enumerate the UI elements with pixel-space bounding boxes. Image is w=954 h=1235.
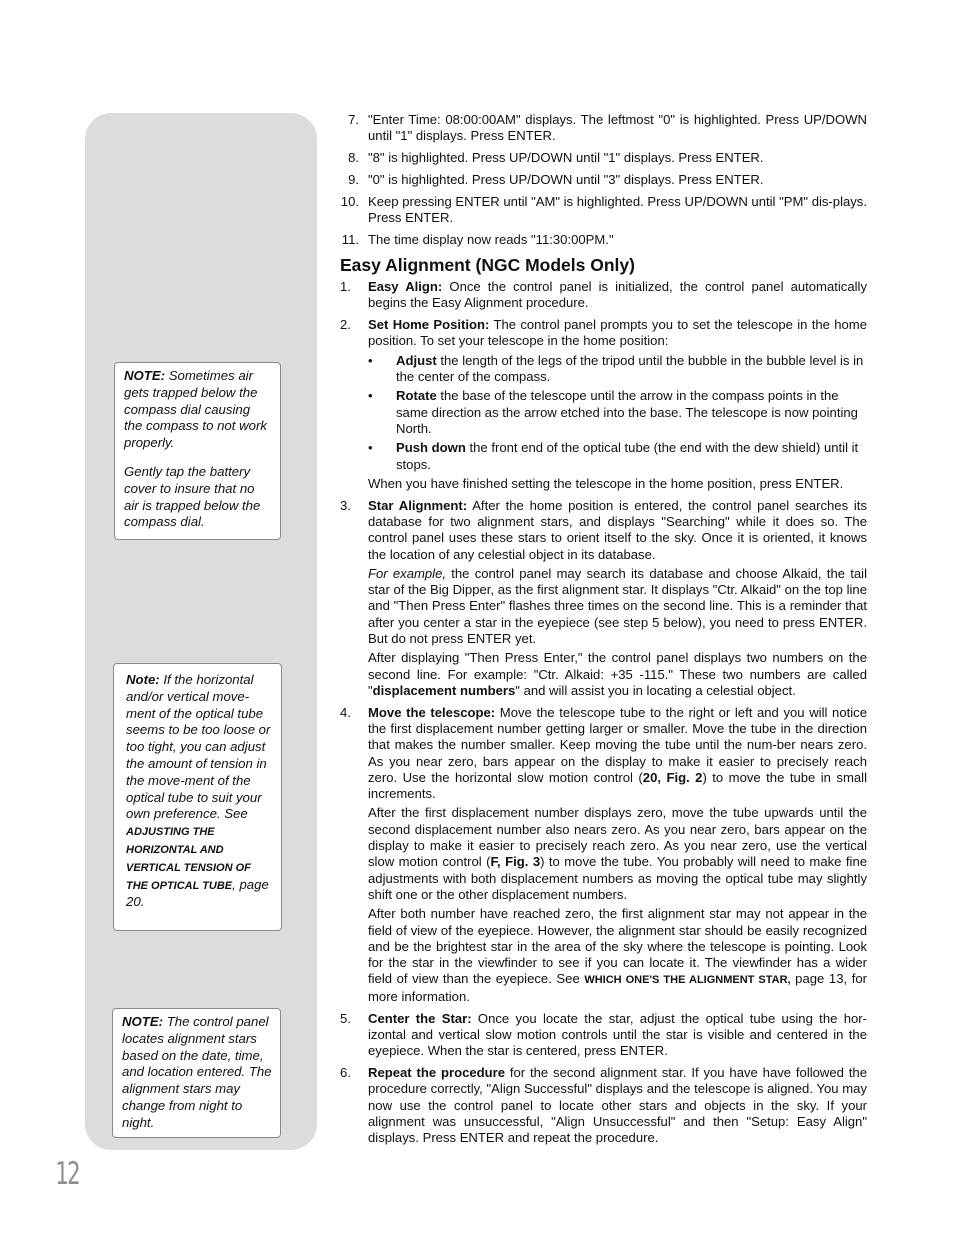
bullet-icon: • [368, 352, 373, 368]
bullet-item [368, 388, 867, 437]
list-item [340, 172, 867, 188]
step-lead: Set Home Position: [368, 317, 490, 333]
step-text: the control panel may search its database and choose Alkaid, the tail star of the Big Dipper, as the first alignment star. It displays "Ctr. Alkaid" on the top line and "Then Press Enter" flashes three times on the second line. This is a reminder that after you center a star in the eyepiece (see step 5 below), you need to press ENTER. But do not press ENTER yet. [368, 565, 867, 647]
step-text: After the home position is entered, the control panel searches its database for two alignment stars, and displays "Searching" while it does so. The control panel uses these stars to orient itself to the sky. Once it is oriented, it knows the location of any celestial object in its database. [368, 497, 867, 562]
step-lead: Star Alignment: [368, 497, 468, 513]
bullet-text: the base of the telescope until the arrow in the compass points in the same direction as the arrow etched into the base. The telescope is now pointing North. [396, 388, 858, 436]
figure-reference: F, Fig. 3 [490, 854, 541, 870]
list-item [340, 194, 867, 227]
page-number: 12 [55, 1156, 79, 1192]
step-text: After the first displacement number displays zero, move the tube upwards until the second displacement number also nears zero. As you near zero, bars appear on the display to make it easier to precisely reach zero. As you near zero, use the vertical slow motion control ( [368, 805, 867, 870]
note-tension [113, 663, 282, 931]
step-number: 4. [340, 704, 351, 720]
note-text: , page 20. [126, 876, 269, 910]
step-lead: Move the telescope: [368, 704, 496, 720]
note-alignment-stars [112, 1008, 281, 1138]
list-item [340, 317, 867, 492]
sidebar-panel [85, 113, 317, 1150]
step-text: Keep pressing ENTER until "AM" is highlighted. Press UP/DOWN until "PM" dis-plays. Press ENTER. [368, 193, 867, 225]
step-text: After displaying "Then Press Enter," the control panel displays two numbers on the second line. For example: "Ctr. Alkaid: +35 -115." These two numbers are called " [368, 650, 867, 698]
note-text: If the horizontal and/or vertical move-ment of the optical tube seems to be too loose or too tight, you can adjust the amount of tension in the move-ment of the optical tube to suit your own preference. See [126, 672, 271, 822]
figure-reference: 20, Fig. 2 [642, 769, 703, 785]
bullet-text: the front end of the optical tube (the end with the dew shield) until it stops. [396, 440, 859, 472]
list-item [340, 498, 867, 700]
section-reference: WHICH ONE'S THE ALIGNMENT STAR, [584, 974, 791, 987]
note-text: Sometimes air gets trapped below the compass dial causing the compass to not work properly. [124, 368, 267, 451]
list-item [340, 1011, 867, 1060]
step-text: "Enter Time: 08:00:00AM" displays. The leftmost "0" is highlighted. Press UP/DOWN until "1" displays. Press ENTER. [368, 112, 867, 144]
bullet-icon: • [368, 388, 373, 404]
step-number: 5. [340, 1010, 351, 1026]
step-number: 10. [340, 193, 359, 209]
step-text: " and will assist you in locating a celestial object. [515, 682, 796, 698]
note-reference: ADJUSTING THE HORIZONTAL AND VERTICAL TENSION OF THE OPTICAL TUBE [126, 826, 251, 892]
list-item [340, 705, 867, 1005]
list-item [340, 279, 867, 312]
note-lead: NOTE: [122, 1014, 164, 1029]
step-number: 3. [340, 497, 351, 513]
bullet-icon: • [368, 440, 373, 456]
step-text: "8" is highlighted. Press UP/DOWN until "1" displays. Press ENTER. [368, 150, 764, 166]
step-lead: Repeat the procedure [368, 1064, 506, 1080]
step-number: 2. [340, 317, 351, 333]
bullet-lead: Adjust [396, 352, 437, 368]
step-text: The time display now reads "11:30:00PM." [368, 231, 614, 247]
step-text: After both number have reached zero, the first alignment star may not appear in the field of view of the eyepiece. However, the alignment star should be easily recognized and be the brightest star in the area of the sky where the telescope is pointing. Look for the star in the viewfinder to see if you can locate it. The viewfinder has a wider field of view than the eyepiece. See [368, 906, 867, 987]
note-lead: NOTE: [124, 368, 166, 383]
step-number: 1. [340, 279, 351, 295]
section-title: Easy Alignment (NGC Models Only) [340, 255, 635, 276]
bullet-lead: Rotate [396, 388, 437, 404]
list-item [340, 1065, 867, 1146]
step-number: 11. [341, 231, 359, 247]
step-text: ) to move the tube in small increments. [368, 769, 867, 802]
note-air-trapped [114, 362, 281, 540]
bullet-item [368, 353, 867, 386]
step-text: The control panel prompts you to set the telescope in the home position. To set your telescope in the home position: [368, 317, 867, 349]
step-number: 8. [348, 150, 359, 166]
step-lead: Easy Align: [368, 279, 443, 295]
step-number: 6. [340, 1064, 351, 1080]
bullet-text: the length of the legs of the tripod until the bubble in the bubble level is in the center of the compass. [396, 352, 864, 385]
step-text: Once you locate the star, adjust the optical tube using the hor-izontal and vertical slow motion controls until the star is visible and centered in the eyepiece. When the star is centered, press ENTER. [368, 1010, 867, 1059]
step-text: Once the control panel is initialized, the control panel automatically begins the Easy Alignment procedure. [368, 279, 867, 311]
step-text: "0" is highlighted. Press UP/DOWN until "3" displays. Press ENTER. [368, 171, 764, 187]
note-lead: Note: [126, 672, 160, 687]
step-lead: Center the Star: [368, 1010, 472, 1026]
list-item [340, 232, 867, 248]
step-text: ) to move the tube. You probably will need to make fine adjustments with both displacement numbers as moving the optical tube may slightly shift one or the other displacement numbers. [368, 854, 868, 902]
step-italic: For example, [368, 565, 447, 581]
list-item [340, 150, 867, 166]
bullet-item [368, 440, 867, 473]
step-text: Move the telescope tube to the right or left and you will notice the first displacement number getting larger or smaller. Move the tube in the direction that makes the number smaller. Keep moving the tube until the num-ber nears zero. As you near zero, bars appear on the display to make it easier to precisely reach zero. Use the horizontal slow motion control ( [368, 704, 867, 785]
step-number: 9. [348, 171, 359, 187]
note-text: The control panel locates alignment stars based on the date, time, and location entered. The alignment stars may change from night to night. [122, 1014, 272, 1130]
step-text: for the second alignment star. If you have have followed the procedure correctly, "Align Successful" displays and the telescope is aligned. You may now use the control panel to locate other stars and objects in the sky. If your alignment was unsuccessful, "Align Unsuccessful" and then "Setup: Easy Align" displays. Press ENTER and repeat the procedure. [368, 1064, 867, 1146]
step-term: displacement numbers [372, 682, 516, 698]
step-text: When you have finished setting the telescope in the home position, press ENTER. [368, 475, 844, 491]
bullet-lead: Push down [396, 440, 466, 456]
step-number: 7. [348, 112, 359, 127]
step-text: page 13, for more information. [368, 971, 867, 1004]
main-content [340, 112, 867, 1152]
list-item [340, 112, 867, 145]
note-text: Gently tap the battery cover to insure that no air is trapped below the compass dial. [124, 463, 261, 530]
